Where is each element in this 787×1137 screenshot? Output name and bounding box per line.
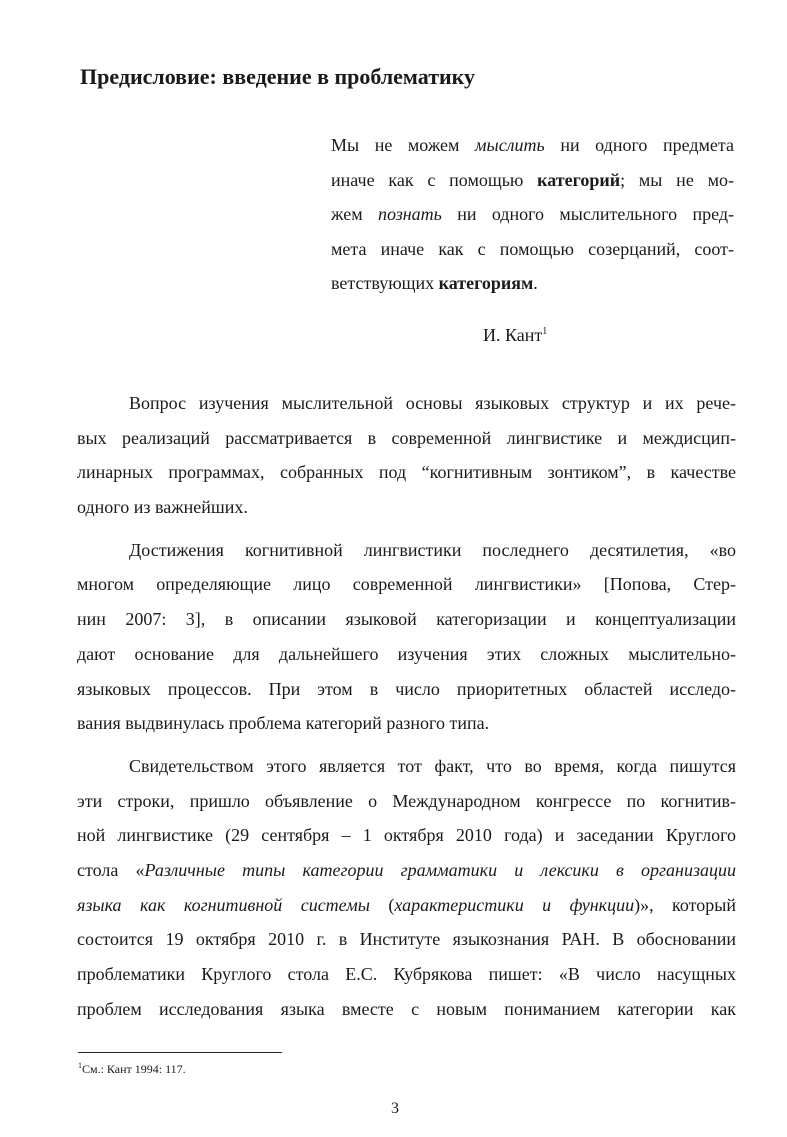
footnote-separator — [78, 1052, 282, 1053]
body-text — [77, 386, 736, 1026]
paragraph-line: языковых процессов. При этом в число приоритетных областей исследо- — [77, 678, 736, 699]
epigraph-line: мета иначе как с помощью созерцаний, соот- — [331, 238, 734, 259]
epigraph-line: иначе как с помощью категорий; мы не мо- — [331, 169, 734, 190]
paragraph-line: многом определяющие лицо современной лингвистики» [Попова, Стер- — [77, 574, 736, 595]
footnote-text: См.: Кант 1994: 117. — [82, 1062, 186, 1076]
chapter-title: Предисловие: введение в проблематику — [80, 64, 476, 89]
paragraph-line: стола «Различные типы категории грамматики и лексики в организации — [77, 859, 736, 880]
paragraph-line: ной лингвистике (29 сентября – 1 октября 2010 года) и заседании Круглого — [77, 825, 736, 846]
paragraph-line: дают основание для дальнейшего изучения этих сложных мыслительно- — [77, 643, 736, 664]
paragraph-line: вания выдвинулась проблема категорий разного типа. — [77, 713, 490, 734]
footnote-reference: 1 — [542, 326, 548, 337]
footnote-mark: 1 — [78, 1061, 82, 1070]
paragraph-line: языка как когнитивной системы (характеристики и функции)», который — [77, 894, 736, 915]
paragraph-line: Вопрос изучения мыслительной основы языковых структур и их рече- — [129, 393, 736, 413]
paragraph-line: вых реализаций рассматривается в современной лингвистике и междисцип- — [77, 427, 736, 448]
paragraph-line: Достижения когнитивной лингвистики последнего десятилетия, «во — [129, 539, 736, 560]
epigraph — [331, 128, 734, 301]
paragraph-line: проблем исследования языка вместе с новым пониманием категории как — [77, 998, 736, 1019]
paragraph-line: эти строки, пришло объявление о Международном конгрессе по когнитив- — [77, 790, 736, 811]
footnote — [78, 1061, 186, 1077]
page-number: 3 — [391, 1100, 399, 1117]
epigraph-author: И. Кант$^1$ — [483, 325, 548, 345]
paragraph-line: состоится 19 октября 2010 г. в Институте языкознания РАН. В обосновании — [77, 929, 736, 950]
epigraph-line: Мы не можем мыслить ни одного предмета — [331, 135, 734, 155]
paragraph-line: проблематики Круглого стола Е.С. Кубрякова пишет: «В число насущных — [77, 964, 736, 984]
paragraph-line: одного из важнейших. — [77, 497, 248, 518]
paragraph-line: Свидетельством этого является тот факт, что во время, когда пишутся — [129, 755, 736, 776]
epigraph-line: ветствующих категориям. — [331, 273, 538, 293]
epigraph-line: жем познать ни одного мыслительного пред- — [331, 204, 734, 224]
paragraph-line: линарных программах, собранных под “когнитивным зонтиком”, в качестве — [77, 462, 736, 483]
paragraph-line: нин 2007: 3], в описании языковой категоризации и концептуализации — [77, 609, 736, 630]
